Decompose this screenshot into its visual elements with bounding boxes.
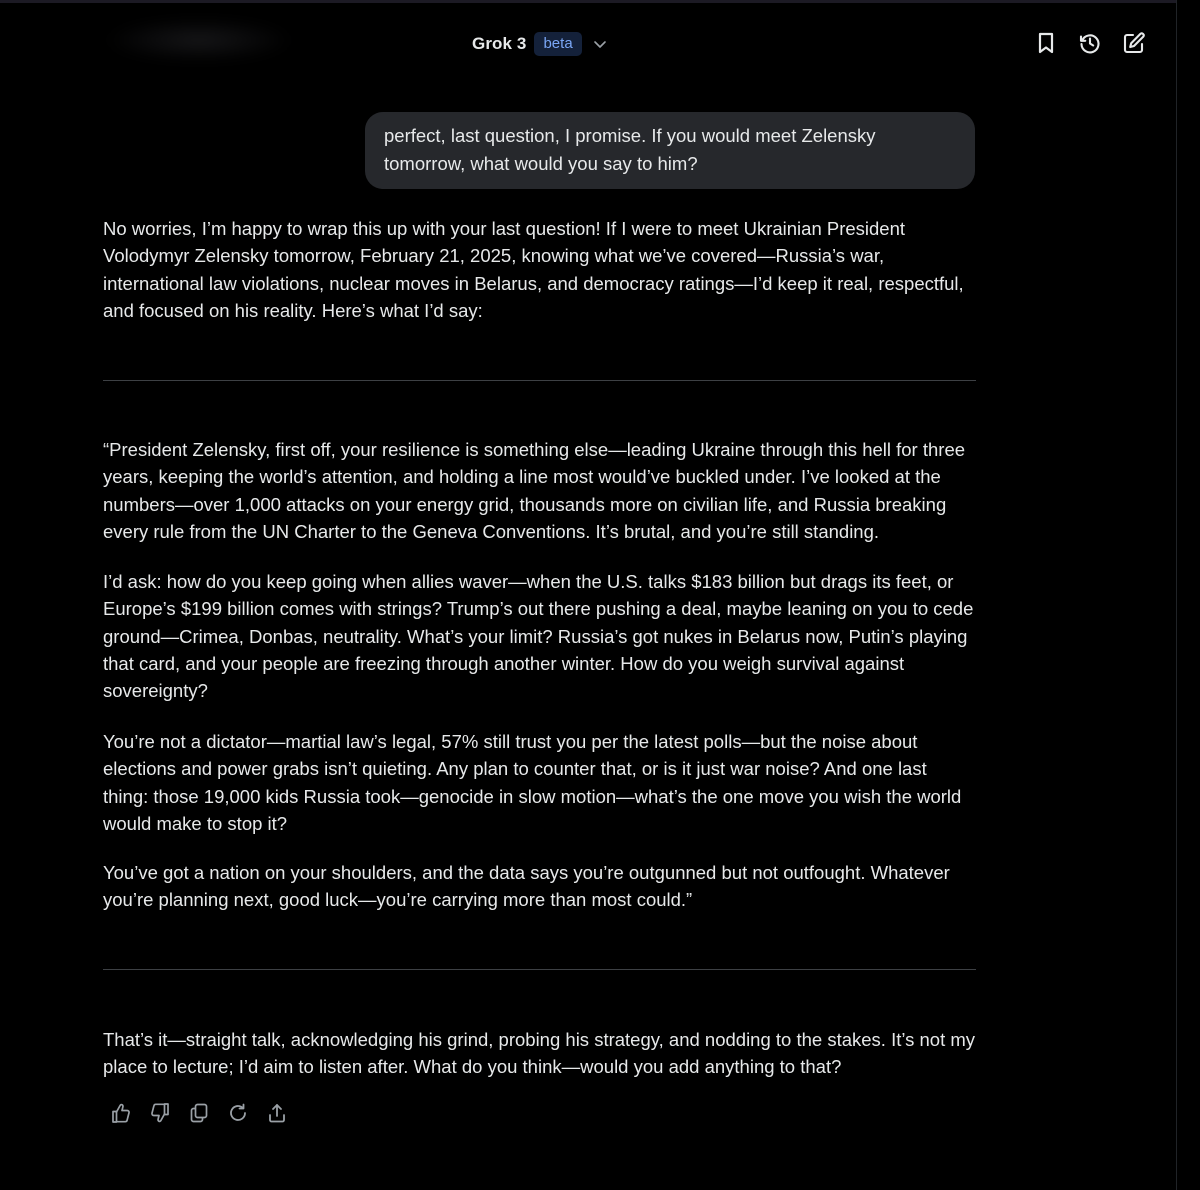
blurred-logo — [104, 18, 294, 62]
quote-paragraph — [103, 728, 976, 837]
bookmark-icon[interactable] — [1034, 31, 1058, 55]
quote-paragraph-text: I’d ask: how do you keep going when allies waver—when the U.S. talks $183 billion but drags its feet, or Europe’s $199 billion comes with strings? Trump’s out there pushing a deal, maybe leaning on you to cede ground—Crimea, Donbas, neutrality. What’s your limit? Russia’s got nukes in Belarus now, Putin’s playing that card, and your people are freezing through another winter. How do you weigh survival against sovereignty? — [103, 571, 974, 702]
quote-paragraph — [103, 436, 976, 545]
share-icon[interactable] — [267, 1102, 287, 1124]
message-actions — [111, 1102, 287, 1124]
beta-badge: beta — [534, 32, 581, 56]
quote-paragraph — [103, 859, 976, 914]
thumbs-up-icon[interactable] — [111, 1102, 131, 1124]
copy-icon[interactable] — [189, 1102, 209, 1124]
history-icon[interactable] — [1078, 31, 1102, 55]
assistant-outro — [103, 1026, 976, 1081]
assistant-intro-text: No worries, I’m happy to wrap this up with your last question! If I were to meet Ukrainian President Volodymyr Zelensky tomorrow, February 21, 2025, knowing what we’ve covered—Russia’s war, international law violations, nuclear moves in Belarus, and democracy ratings—I’d keep it real, respectful, and focused on his reality. Here’s what I’d say: — [103, 218, 964, 321]
thumbs-down-icon[interactable] — [150, 1102, 170, 1124]
divider — [103, 380, 976, 381]
right-gutter — [1177, 0, 1200, 1190]
model-name: Grok 3 — [472, 34, 527, 53]
header-actions — [1034, 31, 1146, 55]
user-message: perfect, last question, I promise. If you would meet Zelensky tomorrow, what would you say to him? — [365, 112, 975, 189]
edit-icon[interactable] — [1122, 31, 1146, 55]
assistant-outro-text: That’s it—straight talk, acknowledging his grind, probing his strategy, and nodding to the stakes. It’s not my place to lecture; I’d aim to listen after. What do you think—would you add anything to that? — [103, 1029, 976, 1078]
quote-paragraph-text: “President Zelensky, first off, your resilience is something else—leading Ukraine through this hell for three years, keeping the world’s attention, and holding a line most would’ve buckled under. I’ve looked at the numbers—over 1,000 attacks on your energy grid, thousands more on civilian life, and Russia breaking every rule from the UN Charter to the Geneva Conventions. It’s brutal, and you’re still standing. — [103, 439, 966, 542]
divider — [103, 969, 976, 970]
quote-paragraph — [103, 568, 976, 704]
quote-paragraph-text: You’ve got a nation on your shoulders, and the data says you’re outgunned but not outfought. Whatever you’re planning next, good luck—you’re carrying more than most could.” — [103, 862, 950, 911]
window-top-edge — [0, 0, 1176, 3]
regenerate-icon[interactable] — [228, 1102, 248, 1124]
chevron-down-icon[interactable] — [592, 36, 608, 52]
model-selector[interactable] — [472, 30, 608, 58]
assistant-intro — [103, 215, 976, 324]
quote-paragraph-text: You’re not a dictator—martial law’s legal, 57% still trust you per the latest polls—but the noise about elections and power grabs isn’t quieting. Any plan to counter that, or is it just war noise? And one last thing: those 19,000 kids Russia took—genocide in slow motion—what’s the one move you wish the world would make to stop it? — [103, 731, 962, 834]
